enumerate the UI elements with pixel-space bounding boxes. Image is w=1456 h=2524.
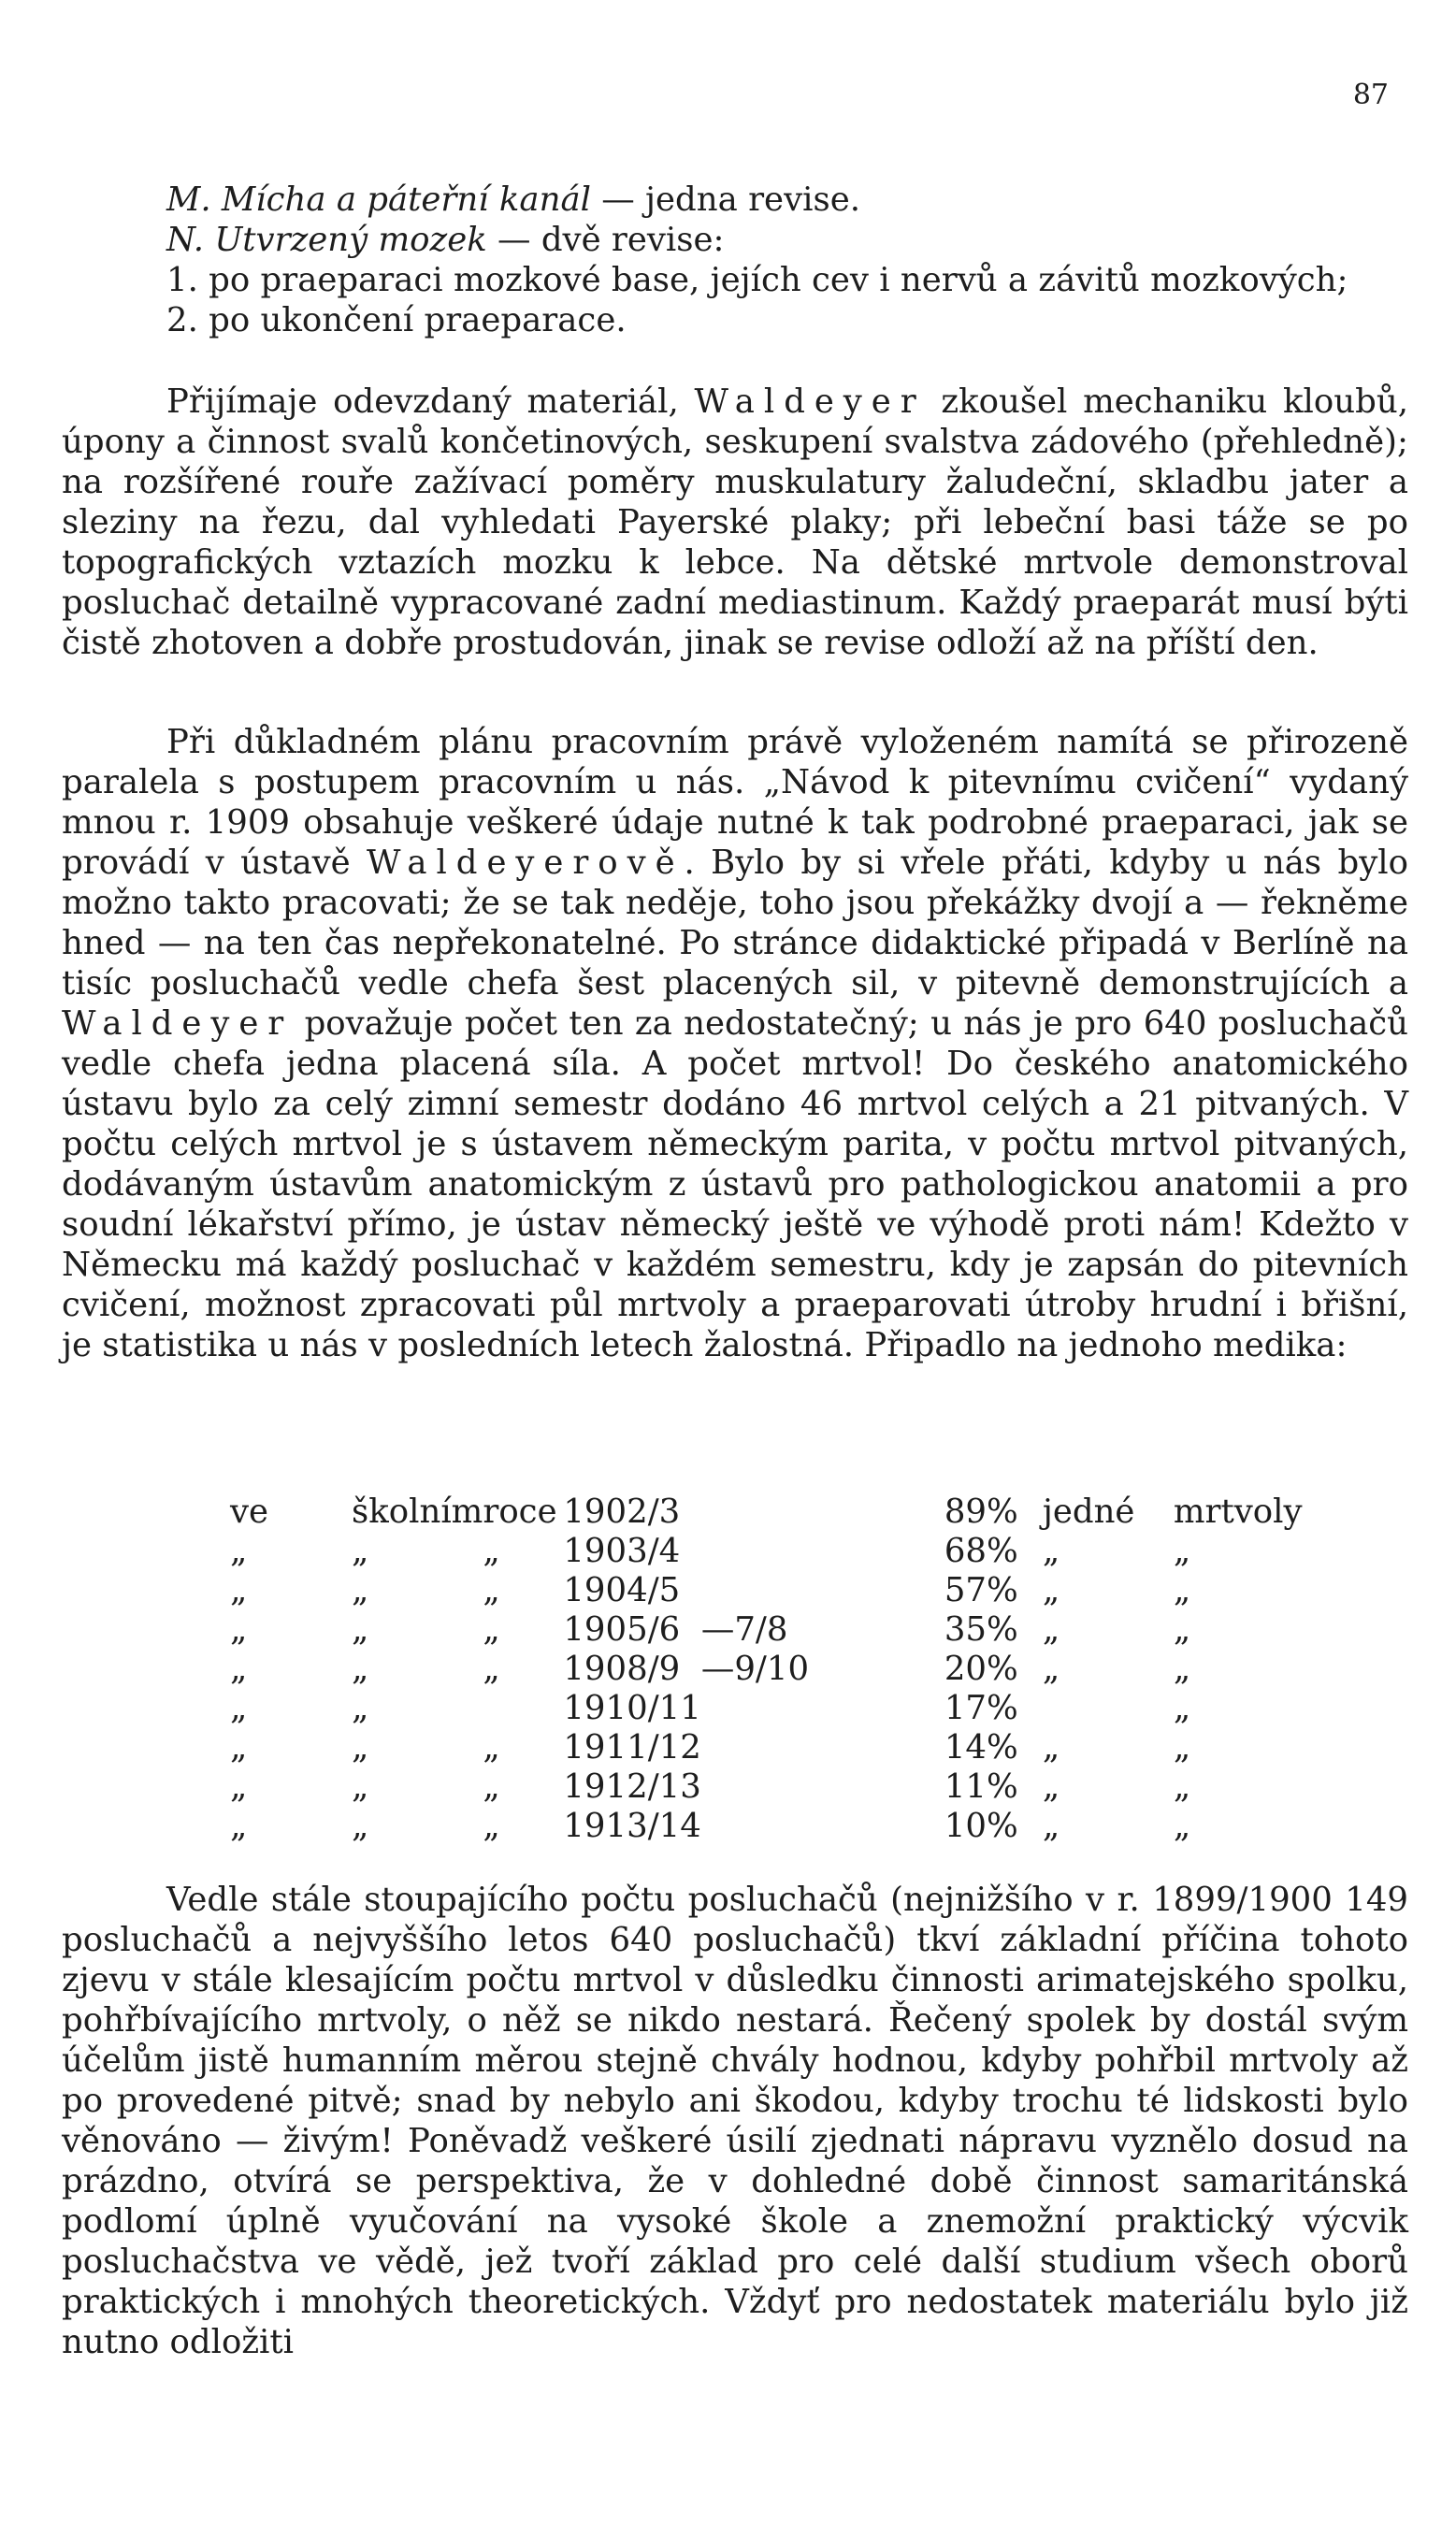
table-cell: „ — [1042, 1610, 1060, 1649]
table-cell: „ — [352, 1689, 369, 1727]
table-cell: „ — [230, 1610, 248, 1649]
table-cell: 1905/6 — [563, 1610, 681, 1649]
table-cell: 68% — [944, 1532, 1018, 1570]
table-row — [230, 1571, 1303, 1610]
table-cell: 57% — [944, 1571, 1018, 1609]
table-cell: „ — [230, 1650, 248, 1688]
table-cell: „ — [352, 1807, 369, 1845]
table-cell: 1904/5 — [563, 1571, 681, 1609]
table-cell: „ — [230, 1532, 248, 1570]
table-cell: „ — [1173, 1767, 1191, 1806]
paragraph-waldeyer-review: Přijímaje odevzdaný materiál, Waldeyer zkoušel mechaniku kloubů, úpony a činnost svalů končetinových, seskupení svalstva zádového (přehledně); na rozšířené rouře zažívací poměry muskulatury žaludeční, skladbu jater a sleziny na řezu, dal vyhledati Payerské plaky; při lebeční basi táže se po topografických vztazích mozku k lebce. Na dětské mrtvole demonstroval posluchač detailně vypracované zadní mediastinum. Každý praeparát musí býti čistě zhotoven a dobře prostudován, jinak se revise odloží až na příští den. — [62, 382, 1408, 662]
table-cell: „ — [1173, 1728, 1191, 1767]
table-cell: „ — [230, 1807, 248, 1845]
table-cell — [701, 1807, 944, 1846]
table-cell: 35% — [944, 1610, 1018, 1649]
table-row — [230, 1493, 1303, 1532]
table-cell: 1902/3 — [563, 1493, 681, 1531]
table-cell: 1911/12 — [563, 1728, 701, 1767]
table-cell: „ — [1173, 1807, 1191, 1845]
table-cell: 17% — [944, 1689, 1018, 1727]
table-cell: „ — [352, 1610, 369, 1649]
table-cell: 1908/9 — [563, 1650, 681, 1688]
table-cell: „ — [1173, 1650, 1191, 1688]
table-cell: „ — [1173, 1689, 1191, 1727]
table-cell: „ — [352, 1650, 369, 1688]
table-cell: 1913/14 — [563, 1807, 701, 1845]
table-cell — [701, 1532, 944, 1571]
table-cell: 11% — [944, 1767, 1018, 1806]
table-cell — [701, 1689, 944, 1728]
table-cell: —9/10 — [700, 1650, 810, 1688]
table-cell: „ — [352, 1571, 369, 1609]
table-cell: „ — [1042, 1650, 1060, 1688]
page-number: 87 — [1352, 79, 1389, 111]
table-cell: „ — [483, 1767, 500, 1806]
table-cell: 89% — [944, 1493, 1018, 1531]
revision-list — [62, 180, 1408, 340]
table-row — [230, 1532, 1303, 1571]
person-name: Waldeyer — [694, 382, 926, 421]
table-row — [230, 1767, 1303, 1807]
table-cell: „ — [352, 1532, 369, 1570]
sub-item-2: 2. po ukončení praeparace. — [166, 301, 627, 339]
table-cell — [701, 1493, 944, 1532]
person-name: Waldeyerově — [367, 844, 685, 882]
table-cell — [483, 1689, 563, 1728]
table-row — [230, 1728, 1303, 1767]
table-cell: 20% — [944, 1650, 1018, 1688]
table-cell: roce — [483, 1493, 557, 1531]
table-cell: „ — [1173, 1571, 1191, 1609]
table-cell: jedné — [1042, 1493, 1135, 1531]
table-cell: „ — [230, 1767, 248, 1806]
table-cell — [701, 1767, 944, 1807]
sub-item-1: 1. po praeparaci mozkové base, jejích cev i nervů a závitů mozkových; — [166, 261, 1348, 299]
table-cell: mrtvoly — [1173, 1493, 1303, 1531]
item-hardened-brain: N. Utvrzený mozek — dvě revise: — [166, 221, 725, 259]
table-cell: —7/8 — [700, 1610, 788, 1649]
table-cell — [1043, 1689, 1174, 1728]
table-row — [230, 1807, 1303, 1846]
table-cell: „ — [352, 1767, 369, 1806]
table-cell: ve — [230, 1493, 269, 1531]
table-cell: školním — [352, 1493, 483, 1531]
table-cell: 10% — [944, 1807, 1018, 1845]
table-cell: „ — [352, 1728, 369, 1767]
table-row — [230, 1650, 1303, 1689]
table-cell — [701, 1728, 944, 1767]
cadaver-statistics-table — [230, 1493, 1303, 1846]
item-spinal-cord: M. Mícha a páteřní kanál — jedna revise. — [166, 180, 860, 219]
table-cell: „ — [483, 1807, 500, 1845]
table-cell: „ — [1042, 1571, 1060, 1609]
table-cell: „ — [1042, 1532, 1060, 1570]
table-cell: 1903/4 — [563, 1532, 681, 1570]
table-cell: „ — [1042, 1767, 1060, 1806]
table-row — [230, 1610, 1303, 1650]
table-cell: 1910/11 — [563, 1689, 701, 1727]
table-cell: „ — [483, 1532, 500, 1570]
table-cell: „ — [483, 1610, 500, 1649]
table-cell: „ — [230, 1571, 248, 1609]
stats-body — [230, 1493, 1303, 1846]
table-cell: 14% — [944, 1728, 1018, 1767]
paragraph-causes: Vedle stále stoupajícího počtu posluchačů (nejnižšího v r. 1899/1900 149 posluchačů a nejvyššího letos 640 posluchačů) tkví základní příčina tohoto zjevu v stále klesajícím počtu mrtvol v důsledku činnosti arimatejského spolku, pohřbívajícího mrtvoly, o něž se nikdo nestará. Řečený spolek by dostál svým účelům jistě humanním měrou stejně chvály hodnou, kdyby pohřbil mrtvoly až po provedené pitvě; snad by nebylo ani škodou, kdyby trochu té lidskosti bylo věnováno — živým! Poněvadž veškeré úsilí zjednati nápravu vyznělo dosud na prázdno, otvírá se perspektiva, že v dohledné době činnost samaritánská podlomí úplně vyučování na vysoké škole a znemožní praktický výcvik posluchačstva ve vědě, jež tvoří základ pro celé další studium všech oborů praktických i mnohých theoretických. Vždyť pro nedostatek materiálu bylo již nutno odložiti — [62, 1881, 1408, 2361]
table-row — [230, 1689, 1303, 1728]
table-cell: „ — [1042, 1807, 1060, 1845]
table-cell: 1912/13 — [563, 1767, 701, 1806]
table-cell: „ — [230, 1689, 248, 1727]
table-cell: „ — [483, 1728, 500, 1767]
table-cell: „ — [230, 1728, 248, 1767]
table-cell: „ — [483, 1571, 500, 1609]
table-cell: „ — [1173, 1610, 1191, 1649]
person-name: Waldeyer — [62, 1004, 294, 1043]
paragraph-comparison: Při důkladném plánu pracovním právě vyloženém namítá se přirozeně paralela s postupem pracovním u nás. „Návod k pitevnímu cvičení“ vydaný mnou r. 1909 obsahuje veškeré údaje nutné k tak podrobné praeparaci, jak se provádí v ústavě Waldeyerově. Bylo by si vřele přáti, kdyby u nás bylo možno takto pracovati; že se tak neděje, toho jsou překážky dvojí a — řekněme hned — na ten čas nepřekonatelné. Po stránce didaktické připadá v Berlíně na tisíc posluchačů vedle chefa šest placených sil, v pitevně demonstrujících a Waldeyer považuje počet ten za nedostatečný; u nás je pro 640 posluchačů vedle chefa jedna placená síla. A počet mrtvol! Do českého anatomického ústavu bylo za celý zimní semestr dodáno 46 mrtvol celých a 21 pitvaných. V počtu celých mrtvol je s ústavem německým parita, v počtu mrtvol pitvaných, dodávaným ústavům anatomickým z ústavů pro pathologickou anatomii a pro soudní lékařství přímo, je ústav německý ještě ve výhodě proti nám! Kdežto v Německu má každý posluchač v každém semestru, kdy je zapsán do pitevních cvičení, možnost zpracovati půl mrtvoly a praeparovati útroby hrudní i břišní, je statistika u nás v posledních letech žalostná. Připadlo na jednoho medika: — [62, 723, 1408, 1364]
table-cell: „ — [1042, 1728, 1060, 1767]
table-cell: „ — [483, 1650, 500, 1688]
table-cell — [701, 1571, 944, 1610]
table-cell: „ — [1173, 1532, 1191, 1570]
